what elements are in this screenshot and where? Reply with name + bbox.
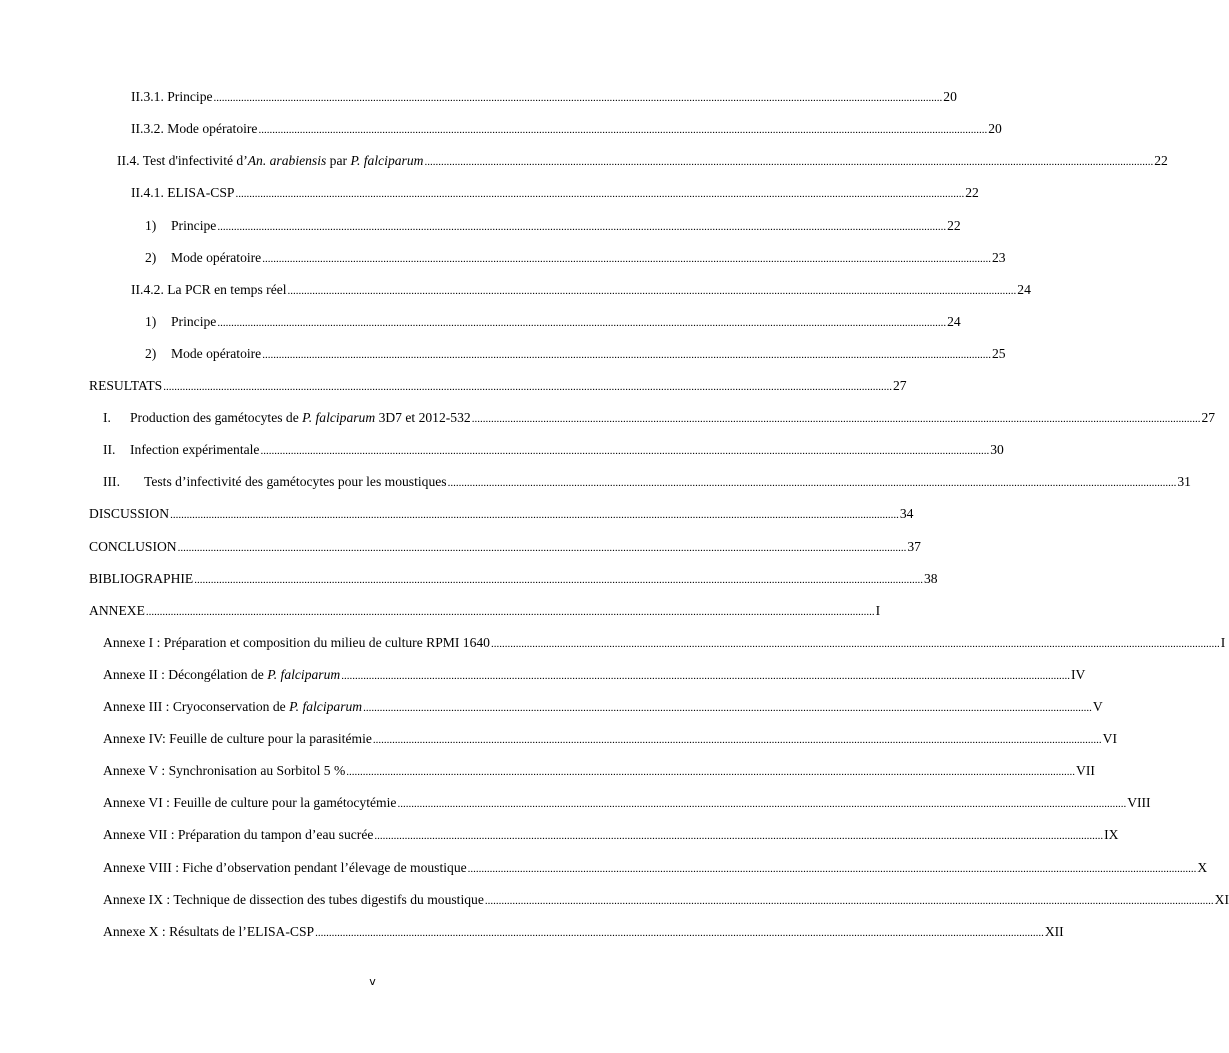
toc-entry-title: II.3.2. Mode opératoire xyxy=(131,121,258,136)
toc-entry-page: 27 xyxy=(1201,410,1216,425)
toc-entry-page: 24 xyxy=(947,314,961,329)
toc-entry-ii-3-1[interactable] xyxy=(131,89,957,106)
toc-entry-page: 31 xyxy=(1177,474,1191,489)
toc-entry-page: 25 xyxy=(991,346,1006,361)
toc-entry-ii-4-1[interactable] xyxy=(131,185,979,202)
toc-entry-title-part: par xyxy=(326,153,351,168)
page-number: v xyxy=(369,975,376,988)
toc-entry-resultats-ii[interactable] xyxy=(103,442,1004,459)
toc-entry-title: Mode opératoire xyxy=(171,250,262,265)
toc-entry-title: Annexe V : Synchronisation au Sorbitol 5 % xyxy=(103,763,346,778)
toc-entry-ii-4-2-2[interactable] xyxy=(145,346,1006,363)
toc-entry-annexe-v[interactable] xyxy=(103,763,1095,780)
toc-entry-title-part: II.4. Test d'infectivité d’ xyxy=(117,153,248,168)
toc-entry-number: 2) xyxy=(145,346,157,361)
toc-entry-page: X xyxy=(1197,860,1208,875)
toc-dot-leader xyxy=(424,154,1153,170)
toc-entry-title-italic: An. arabiensis xyxy=(247,153,327,168)
toc-dot-leader xyxy=(397,796,1126,812)
toc-entry-annexe-ix[interactable] xyxy=(103,892,1229,909)
toc-entry-title: Annexe I : Préparation et composition du milieu de culture RPMI 1640 xyxy=(103,635,490,650)
toc-entry-page: IX xyxy=(1104,827,1119,842)
toc-entry-title: Annexe VIII : Fiche d’observation pendant l’élevage de moustique xyxy=(103,860,467,875)
toc-entry-title-part: Production des gamétocytes de xyxy=(130,410,303,425)
toc-entry-page: VI xyxy=(1102,731,1117,746)
toc-dot-leader xyxy=(163,379,892,395)
toc-entry-page: 34 xyxy=(899,506,914,521)
toc-entry-ii-3-2[interactable] xyxy=(131,121,1002,138)
toc-entry-title-part: Annexe III : Cryoconservation de xyxy=(103,699,290,714)
toc-entry-annexe-vi[interactable] xyxy=(103,795,1151,812)
toc-entry-ii-4-2-1[interactable] xyxy=(145,314,961,331)
toc-entry-title xyxy=(103,667,340,683)
toc-entry-title xyxy=(130,410,471,426)
toc-entry-title-italic: P. falciparum xyxy=(267,667,341,682)
toc-dot-leader xyxy=(217,315,946,331)
toc-dot-leader xyxy=(373,732,1102,748)
toc-entry-title: ANNEXE xyxy=(89,603,145,618)
toc-entry-annexe-viii[interactable] xyxy=(103,860,1208,877)
toc-dot-leader xyxy=(485,893,1214,909)
toc-entry-page: 22 xyxy=(947,218,961,233)
toc-entry-title: Annexe X : Résultats de l’ELISA-CSP xyxy=(103,924,315,939)
toc-entry-title xyxy=(103,699,362,715)
toc-dot-leader xyxy=(217,219,946,235)
toc-dot-leader xyxy=(491,636,1220,652)
toc-entry-title: Infection expérimentale xyxy=(130,442,260,457)
toc-entry-number: 1) xyxy=(145,218,157,233)
toc-dot-leader xyxy=(235,186,964,202)
toc-entry-title-italic: P. falciparum xyxy=(302,410,376,425)
toc-entry-page: 30 xyxy=(990,442,1004,457)
toc-entry-bibliographie[interactable] xyxy=(89,571,938,588)
toc-entry-title: Principe xyxy=(171,218,217,233)
toc-entry-page: VIII xyxy=(1127,795,1151,810)
toc-entry-number: 1) xyxy=(145,314,157,329)
toc-entry-annexe-iv[interactable] xyxy=(103,731,1117,748)
toc-entry-title-italic: P. falciparum xyxy=(289,699,363,714)
toc-entry-resultats-i[interactable] xyxy=(103,410,1216,427)
toc-entry-page: 20 xyxy=(988,121,1002,136)
toc-entry-page: 38 xyxy=(923,571,938,586)
toc-entry-discussion[interactable] xyxy=(89,506,914,523)
toc-entry-ii-4-2[interactable] xyxy=(131,282,1031,299)
toc-entry-number: 2) xyxy=(145,250,157,265)
toc-dot-leader xyxy=(260,443,989,459)
toc-dot-leader xyxy=(363,700,1092,716)
toc-entry-title: BIBLIOGRAPHIE xyxy=(89,571,194,586)
toc-entry-resultats[interactable] xyxy=(89,378,907,395)
toc-dot-leader xyxy=(146,604,875,620)
toc-entry-page: VII xyxy=(1076,763,1095,778)
toc-entry-page: I xyxy=(875,603,881,618)
toc-dot-leader xyxy=(374,828,1103,844)
toc-entry-page: 22 xyxy=(1154,153,1168,168)
toc-entry-annexe-ii[interactable] xyxy=(103,667,1086,684)
toc-entry-page: 27 xyxy=(892,378,907,393)
toc-entry-page: IV xyxy=(1070,667,1086,682)
toc-entry-page: 23 xyxy=(991,250,1006,265)
toc-entry-page: I xyxy=(1220,635,1226,650)
toc-entry-title: Tests d’infectivité des gamétocytes pour les moustiques xyxy=(144,474,447,489)
toc-dot-leader xyxy=(178,540,907,556)
toc-entry-title: Mode opératoire xyxy=(171,346,262,361)
toc-dot-leader xyxy=(258,122,987,138)
toc-entry-title: Principe xyxy=(171,314,217,329)
toc-entry-title xyxy=(117,153,423,169)
toc-dot-leader xyxy=(214,90,943,106)
toc-entry-annexe-x[interactable] xyxy=(103,924,1064,941)
toc-entry-title: Annexe IX : Technique de dissection des tubes digestifs du moustique xyxy=(103,892,484,907)
toc-entry-ii-4-1-1[interactable] xyxy=(145,218,961,235)
toc-entry-number: I. xyxy=(103,410,111,425)
toc-entry-page: 20 xyxy=(943,89,957,104)
toc-dot-leader xyxy=(448,475,1177,491)
toc-dot-leader xyxy=(315,925,1044,941)
toc-entry-page: XI xyxy=(1214,892,1229,907)
toc-entry-page: 24 xyxy=(1017,282,1031,297)
toc-dot-leader xyxy=(468,861,1197,877)
toc-entry-title: Annexe VII : Préparation du tampon d’eau sucrée xyxy=(103,827,374,842)
toc-dot-leader xyxy=(472,411,1201,427)
toc-dot-leader xyxy=(341,668,1070,684)
toc-entry-ii-4[interactable] xyxy=(117,153,1168,170)
toc-entry-number: II. xyxy=(103,442,116,457)
toc-entry-number: III. xyxy=(103,474,120,489)
toc-entry-title: II.3.1. Principe xyxy=(131,89,213,104)
toc-entry-title: II.4.2. La PCR en temps réel xyxy=(131,282,287,297)
toc-entry-page: V xyxy=(1092,699,1103,714)
toc-entry-annexe-vii[interactable] xyxy=(103,827,1119,844)
toc-entry-title: RESULTATS xyxy=(89,378,163,393)
toc-entry-ii-4-1-2[interactable] xyxy=(145,250,1006,267)
toc-dot-leader xyxy=(262,347,991,363)
toc-entry-title: Annexe IV: Feuille de culture pour la parasitémie xyxy=(103,731,372,746)
toc-entry-resultats-iii[interactable] xyxy=(103,474,1191,491)
toc-entry-page: XII xyxy=(1044,924,1064,939)
toc-entry-title-part: 3D7 et 2012-532 xyxy=(375,410,471,425)
toc-dot-leader xyxy=(346,764,1075,780)
toc-entry-page: 22 xyxy=(965,185,979,200)
toc-entry-conclusion[interactable] xyxy=(89,539,921,556)
toc-entry-title-italic: P. falciparum xyxy=(350,153,424,168)
toc-entry-title: CONCLUSION xyxy=(89,539,177,554)
toc-entry-page: 37 xyxy=(907,539,921,554)
toc-entry-annexe-i[interactable] xyxy=(103,635,1226,652)
toc-dot-leader xyxy=(288,283,1017,299)
toc-dot-leader xyxy=(194,572,923,588)
toc-entry-annexe[interactable] xyxy=(89,603,881,620)
toc-dot-leader xyxy=(262,251,991,267)
toc-entry-title: II.4.1. ELISA-CSP xyxy=(131,185,235,200)
toc-dot-leader xyxy=(170,507,899,523)
toc-entry-title-part: Annexe II : Décongélation de xyxy=(103,667,268,682)
toc-entry-annexe-iii[interactable] xyxy=(103,699,1103,716)
toc-entry-title: Annexe VI : Feuille de culture pour la gamétocytémie xyxy=(103,795,397,810)
toc-entry-title: DISCUSSION xyxy=(89,506,170,521)
